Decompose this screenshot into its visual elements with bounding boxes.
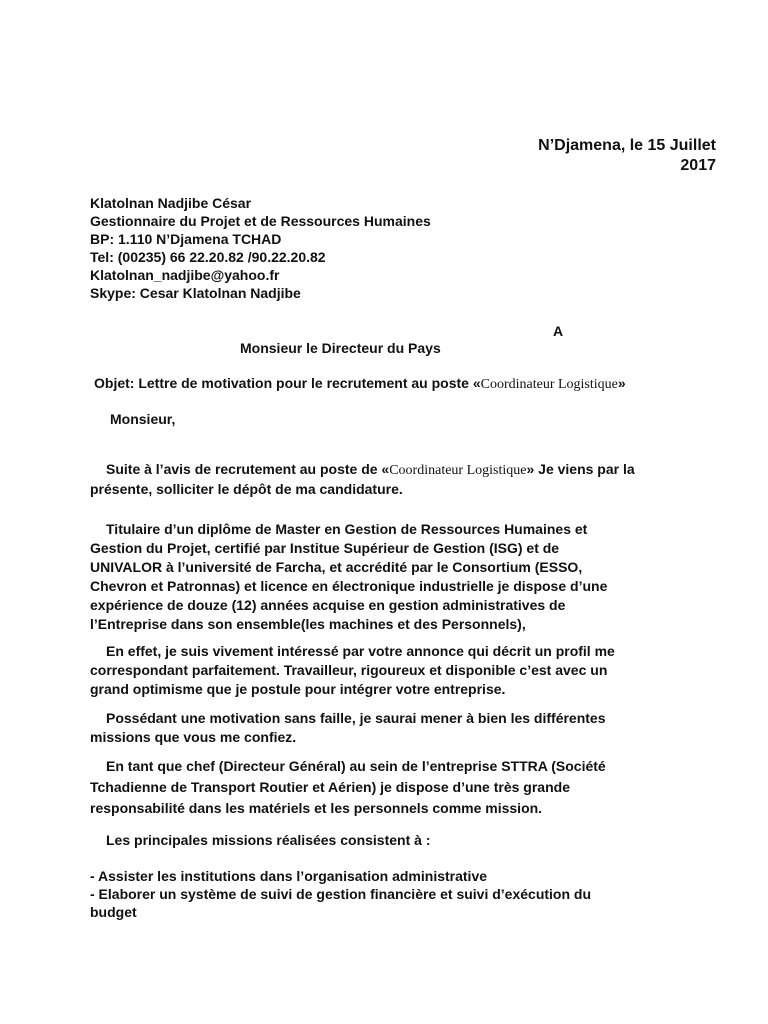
missions-list: [90, 867, 591, 921]
paragraph-1: [90, 460, 690, 499]
paragraph-5-line: Tchadienne de Transport Routier et Aérien) je dispose d’une très grande: [90, 779, 570, 795]
paragraph-6: [90, 831, 690, 850]
paragraph-4-line: Possédant une motivation sans faille, je saurai mener à bien les différentes: [106, 710, 606, 726]
salutation: Monsieur,: [110, 411, 176, 427]
paragraph-1-line-2: présente, solliciter le dépôt de ma candidature.: [90, 481, 403, 497]
list-item: - Elaborer un système de suivi de gestion financière et suivi d’exécution du: [90, 886, 592, 902]
sender-email: Klatolnan_nadjibe@yahoo.fr: [90, 267, 280, 283]
paragraph-3: [90, 642, 690, 699]
sender-block: [90, 194, 431, 302]
date-line-2: 2017: [680, 157, 716, 174]
paragraph-4: [90, 709, 690, 747]
paragraph-1-line-1: [90, 460, 690, 480]
paragraph-2-line: Chevron et Patronnas) et licence en électronique industrielle je dispose d’une: [90, 578, 608, 594]
paragraph-2-line: Titulaire d’un diplôme de Master en Gestion de Ressources Humaines et: [106, 521, 588, 537]
paragraph-2-line: l’Entreprise dans son ensemble(les machines et des Personnels),: [90, 616, 526, 632]
paragraph-3-line: grand optimisme que je postule pour intégrer votre entreprise.: [90, 681, 506, 697]
paragraph-2: [90, 520, 690, 634]
paragraph-6-line: Les principales missions réalisées consistent à :: [106, 832, 431, 848]
p1-part-2: » Je viens par la: [526, 461, 635, 477]
paragraph-5: [90, 756, 690, 819]
object-position: Coordinateur Logistique: [480, 377, 618, 392]
paragraph-2-line: UNIVALOR à l’université de Farcha, et accrédité par le Consortium (ESSO,: [90, 559, 583, 575]
object-prefix: Objet: Lettre de motivation pour le recrutement au poste «: [94, 375, 481, 391]
p1-part-1: Suite à l’avis de recrutement au poste de «: [106, 461, 390, 477]
sender-title: Gestionnaire du Projet et de Ressources Humaines: [90, 213, 431, 229]
paragraph-5-line: En tant que chef (Directeur Général) au sein de l’entreprise STTRA (Société: [106, 758, 606, 774]
sender-name: Klatolnan Nadjibe César: [90, 195, 252, 211]
sender-skype: Skype: Cesar Klatolnan Nadjibe: [90, 285, 301, 301]
paragraph-2-line: expérience de douze (12) années acquise en gestion administratives de: [90, 597, 566, 613]
recipient-a-label: A: [553, 323, 564, 339]
list-item: - Assister les institutions dans l’organisation administrative: [90, 868, 488, 884]
object-line: [94, 374, 626, 394]
letter-date: [538, 136, 716, 176]
list-item: budget: [90, 904, 137, 920]
sender-tel: Tel: (00235) 66 22.20.82 /90.22.20.82: [90, 249, 326, 265]
paragraph-5-line: responsabilité dans les matériels et les personnels comme mission.: [90, 800, 543, 816]
paragraph-4-line: missions que vous me confiez.: [90, 729, 297, 745]
paragraph-3-line: En effet, je suis vivement intéressé par votre annonce qui décrit un profil me: [106, 643, 615, 659]
object-suffix: »: [617, 375, 626, 391]
paragraph-3-line: correspondant parfaitement. Travailleur, rigoureux et disponible c’est avec un: [90, 662, 608, 678]
p1-position: Coordinateur Logistique: [389, 463, 527, 478]
recipient-name: Monsieur le Directeur du Pays: [240, 340, 441, 356]
paragraph-2-line: Gestion du Projet, certifié par Institue Supérieur de Gestion (ISG) et de: [90, 540, 560, 556]
date-line-1: N’Djamena, le 15 Juillet: [538, 137, 716, 154]
sender-bp: BP: 1.110 N’Djamena TCHAD: [90, 231, 282, 247]
